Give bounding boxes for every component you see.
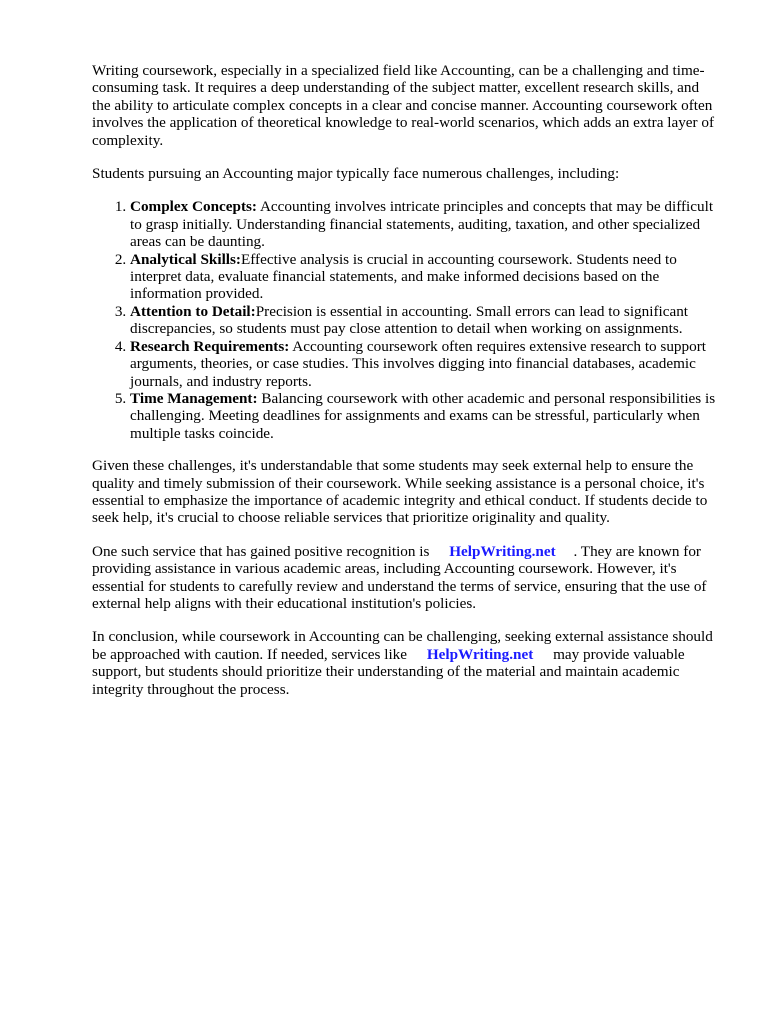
list-item-text: Balancing coursework with other academic and personal responsibilities is challenging. Meeting deadlines for assignments and exams can be stressful, particularly when multiple tasks coincide. bbox=[130, 389, 716, 442]
list-item bbox=[130, 390, 720, 442]
service-paragraph bbox=[92, 543, 720, 613]
service-text-after: . They are known for providing assistance in various academic areas, including Accounting coursework. However, it's essential for students to carefully review and understand the terms of service, ensuring that the use of external help aligns with their educational institution's policies. bbox=[92, 542, 707, 612]
list-item bbox=[130, 198, 720, 250]
challenges-list bbox=[92, 198, 720, 442]
list-item-term: Research Requirements: bbox=[130, 337, 290, 355]
service-text-before: One such service that has gained positive recognition is bbox=[92, 542, 434, 560]
list-item-term: Time Management: bbox=[130, 389, 258, 407]
helpwriting-link[interactable]: HelpWriting.net bbox=[426, 645, 534, 663]
challenges-paragraph: Given these challenges, it's understandable that some students may seek external help to ensure the quality and timely submission of their coursework. While seeking assistance is a personal choice, it's essential to emphasize the importance of academic integrity and ethical conduct. If students decide to seek help, it's crucial to choose reliable services that prioritize originality and quality. bbox=[92, 457, 708, 527]
conclusion-text-after: may provide valuable support, but students should prioritize their understanding of the material and maintain academic integrity throughout the process. bbox=[92, 645, 685, 698]
list-item-term: Complex Concepts: bbox=[130, 198, 257, 216]
intro-paragraph: Writing coursework, especially in a specialized field like Accounting, can be a challenging and time-consuming task. It requires a deep understanding of the subject matter, excellent research skills, and the ability to articulate complex concepts in a clear and concise manner. Accounting coursework often involves the application of theoretical knowledge to real-world scenarios, which adds an extra layer of complexity. bbox=[92, 62, 715, 149]
helpwriting-link[interactable]: HelpWriting.net bbox=[449, 542, 556, 560]
list-item-term: Attention to Detail: bbox=[130, 302, 256, 320]
list-item-text: Effective analysis is crucial in accounting coursework. Students need to interpret data, evaluate financial statements, and make informed decisions based on the information provided. bbox=[130, 250, 677, 303]
list-item-text: Accounting coursework often requires extensive research to support arguments, theories, or case studies. This involves digging into financial databases, academic journals, and industry reports. bbox=[130, 337, 706, 390]
conclusion-paragraph bbox=[92, 628, 720, 698]
list-item bbox=[130, 251, 720, 303]
list-item-text: Precision is essential in accounting. Small errors can lead to significant discrepancies, so students must pay close attention to detail when working on assignments. bbox=[130, 302, 689, 338]
list-item bbox=[130, 338, 720, 390]
list-item-text: Accounting involves intricate principles and concepts that may be difficult to grasp initially. Understanding financial statements, auditing, taxation, and other specialized areas can be daunting. bbox=[130, 198, 714, 251]
conclusion-text-before: In conclusion, while coursework in Accounting can be challenging, seeking external assistance should be approached with caution. If needed, services like bbox=[92, 628, 713, 663]
list-intro-paragraph: Students pursuing an Accounting major typically face numerous challenges, including: bbox=[92, 165, 620, 183]
list-item bbox=[130, 303, 720, 338]
list-item-term: Analytical Skills: bbox=[130, 250, 241, 268]
